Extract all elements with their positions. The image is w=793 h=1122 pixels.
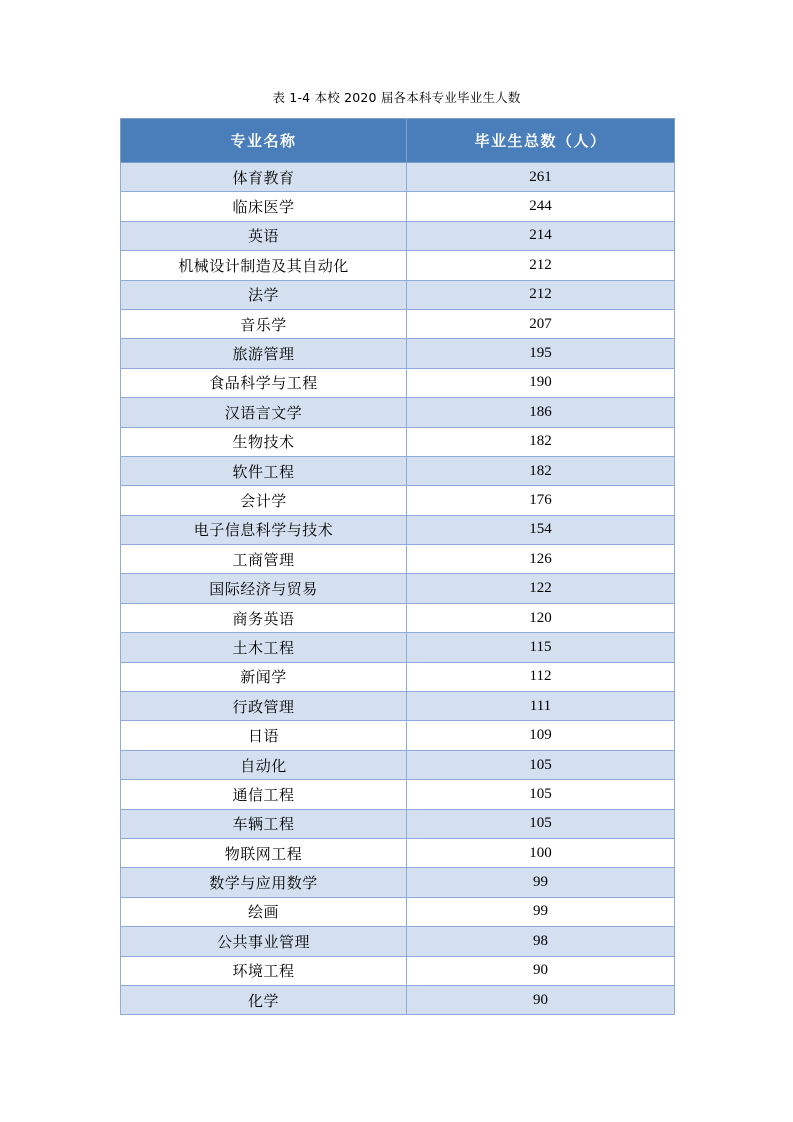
- table-row: [121, 838, 675, 867]
- cell-count: 182: [407, 456, 675, 485]
- table-row: [121, 427, 675, 456]
- table-row: [121, 692, 675, 721]
- cell-count: 90: [407, 956, 675, 985]
- table-header-row: [121, 119, 675, 163]
- cell-count: 109: [407, 721, 675, 750]
- cell-major: 临床医学: [121, 192, 407, 221]
- cell-count: 195: [407, 339, 675, 368]
- cell-count: 120: [407, 603, 675, 632]
- table-row: [121, 456, 675, 485]
- cell-count: 98: [407, 927, 675, 956]
- cell-major: 会计学: [121, 486, 407, 515]
- graduates-table: [120, 118, 675, 1015]
- table-row: [121, 309, 675, 338]
- table-row: [121, 603, 675, 632]
- table-row: [121, 280, 675, 309]
- cell-major: 土木工程: [121, 633, 407, 662]
- table-caption: 表 1-4 本校 2020 届各本科专业毕业生人数: [272, 90, 521, 105]
- cell-count: 111: [407, 692, 675, 721]
- table-row: [121, 633, 675, 662]
- table-row: [121, 897, 675, 926]
- cell-major: 机械设计制造及其自动化: [121, 251, 407, 280]
- cell-major: 电子信息科学与技术: [121, 515, 407, 544]
- cell-major: 行政管理: [121, 692, 407, 721]
- table-row: [121, 956, 675, 985]
- table-row: [121, 368, 675, 397]
- cell-count: 176: [407, 486, 675, 515]
- cell-count: 99: [407, 897, 675, 926]
- cell-major: 音乐学: [121, 309, 407, 338]
- cell-major: 自动化: [121, 750, 407, 779]
- table-row: [121, 398, 675, 427]
- cell-major: 生物技术: [121, 427, 407, 456]
- cell-count: 186: [407, 398, 675, 427]
- cell-major: 物联网工程: [121, 838, 407, 867]
- column-header-count: 毕业生总数（人）: [407, 119, 675, 163]
- cell-major: 工商管理: [121, 545, 407, 574]
- cell-major: 通信工程: [121, 780, 407, 809]
- cell-count: 154: [407, 515, 675, 544]
- cell-major: 旅游管理: [121, 339, 407, 368]
- table-row: [121, 985, 675, 1014]
- cell-major: 汉语言文学: [121, 398, 407, 427]
- cell-count: 214: [407, 221, 675, 250]
- cell-count: 261: [407, 163, 675, 192]
- table-row: [121, 809, 675, 838]
- cell-major: 化学: [121, 985, 407, 1014]
- table-row: [121, 574, 675, 603]
- table-row: [121, 251, 675, 280]
- table-row: [121, 750, 675, 779]
- cell-count: 207: [407, 309, 675, 338]
- cell-count: 100: [407, 838, 675, 867]
- cell-count: 99: [407, 868, 675, 897]
- column-header-major: 专业名称: [121, 119, 407, 163]
- table-row: [121, 780, 675, 809]
- table-row: [121, 515, 675, 544]
- cell-major: 法学: [121, 280, 407, 309]
- cell-major: 新闻学: [121, 662, 407, 691]
- cell-major: 英语: [121, 221, 407, 250]
- cell-count: 244: [407, 192, 675, 221]
- cell-major: 公共事业管理: [121, 927, 407, 956]
- table-body: [121, 163, 675, 1015]
- cell-count: 105: [407, 809, 675, 838]
- table-row: [121, 163, 675, 192]
- cell-count: 90: [407, 985, 675, 1014]
- cell-major: 车辆工程: [121, 809, 407, 838]
- cell-count: 115: [407, 633, 675, 662]
- table-row: [121, 868, 675, 897]
- cell-major: 数学与应用数学: [121, 868, 407, 897]
- cell-major: 体育教育: [121, 163, 407, 192]
- cell-count: 182: [407, 427, 675, 456]
- table-row: [121, 662, 675, 691]
- table-row: [121, 221, 675, 250]
- table-row: [121, 192, 675, 221]
- cell-count: 126: [407, 545, 675, 574]
- cell-major: 国际经济与贸易: [121, 574, 407, 603]
- cell-count: 105: [407, 780, 675, 809]
- cell-count: 190: [407, 368, 675, 397]
- cell-count: 105: [407, 750, 675, 779]
- table-row: [121, 339, 675, 368]
- table-row: [121, 927, 675, 956]
- cell-major: 绘画: [121, 897, 407, 926]
- cell-major: 商务英语: [121, 603, 407, 632]
- table-row: [121, 721, 675, 750]
- cell-major: 软件工程: [121, 456, 407, 485]
- graduates-table-container: [120, 118, 674, 1015]
- cell-count: 212: [407, 280, 675, 309]
- table-row: [121, 486, 675, 515]
- cell-count: 122: [407, 574, 675, 603]
- table-row: [121, 545, 675, 574]
- cell-count: 112: [407, 662, 675, 691]
- cell-major: 环境工程: [121, 956, 407, 985]
- cell-major: 日语: [121, 721, 407, 750]
- cell-count: 212: [407, 251, 675, 280]
- cell-major: 食品科学与工程: [121, 368, 407, 397]
- table-header: [121, 119, 675, 163]
